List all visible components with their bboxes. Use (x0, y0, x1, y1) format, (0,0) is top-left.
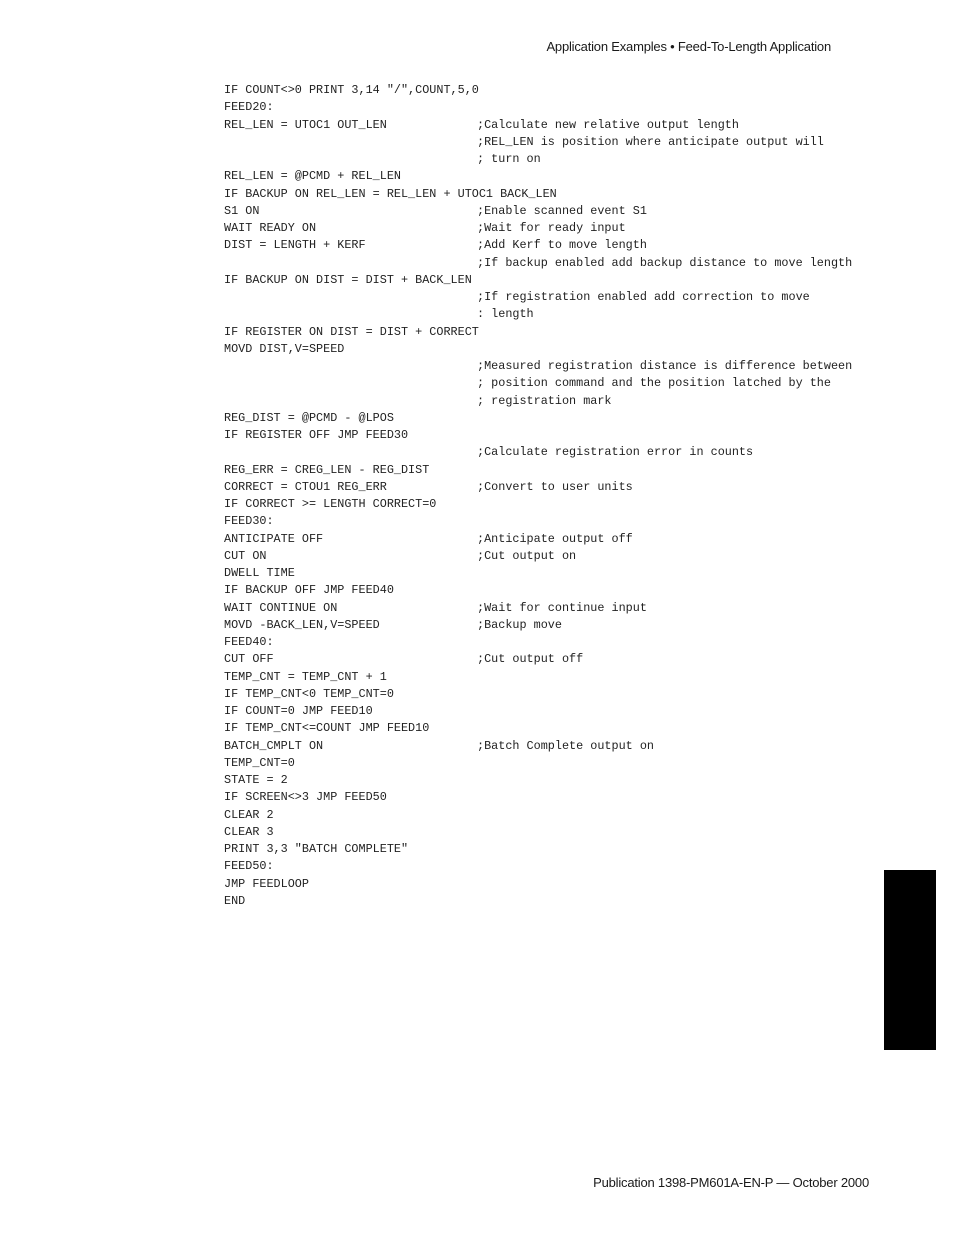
code-statement: TEMP_CNT=0 (224, 755, 295, 770)
code-comment: ;Enable scanned event S1 (477, 203, 647, 218)
running-head: Application Examples • Feed-To-Length Application (546, 39, 831, 54)
code-comment: ;Add Kerf to move length (477, 238, 647, 253)
code-comment: ;Calculate new relative output length (477, 117, 739, 132)
code-statement: IF BACKUP ON DIST = DIST + BACK_LEN (224, 272, 472, 287)
code-comment: ;Measured registration distance is difference between (477, 359, 853, 373)
code-statement: MOVD -BACK_LEN,V=SPEED (224, 617, 380, 632)
code-statement: STATE = 2 (224, 773, 288, 787)
code-statement: IF BACKUP ON REL_LEN = REL_LEN + UTOC1 BACK_LEN (224, 186, 557, 201)
chapter-edge-tab (884, 870, 936, 1050)
code-statement: IF TEMP_CNT<0 TEMP_CNT=0 (224, 686, 394, 701)
code-statement: CLEAR 3 (224, 824, 274, 839)
code-statement: IF TEMP_CNT<=COUNT JMP FEED10 (224, 721, 430, 736)
code-comment: ; registration mark (477, 393, 612, 408)
code-comment: : length (477, 307, 534, 322)
code-comment: ;Anticipate output off (477, 531, 633, 546)
code-comment: ;Wait for continue input (477, 600, 647, 615)
code-statement: DIST = LENGTH + KERF (224, 238, 366, 253)
code-statement: REG_DIST = @PCMD - @LPOS (224, 410, 394, 425)
code-comment: ; turn on (477, 152, 541, 166)
code-statement: DWELL TIME (224, 566, 295, 580)
code-statement: WAIT CONTINUE ON (224, 600, 338, 615)
code-statement: IF CORRECT >= LENGTH CORRECT=0 (224, 497, 437, 511)
code-comment: ;Cut output on (477, 548, 577, 563)
code-comment: ;If backup enabled add backup distance to move length (477, 255, 853, 270)
code-comment: ;Wait for ready input (477, 221, 626, 235)
code-statement: BATCH_CMPLT ON (224, 738, 324, 753)
code-statement: WAIT READY ON (224, 221, 317, 235)
code-statement: MOVD DIST,V=SPEED (224, 341, 345, 356)
code-statement: CUT OFF (224, 652, 274, 667)
code-comment: ;Calculate registration error in counts (477, 445, 754, 460)
code-statement: FEED20: (224, 100, 274, 115)
code-comment: ;Cut output off (477, 652, 584, 667)
code-statement: IF BACKUP OFF JMP FEED40 (224, 583, 394, 598)
code-comment: ;Backup move (477, 617, 562, 632)
code-comment: ;If registration enabled add correction to move (477, 290, 810, 304)
code-statement: END (224, 893, 246, 908)
code-statement: S1 ON (224, 203, 260, 218)
code-statement: ANTICIPATE OFF (224, 531, 324, 546)
code-statement: FEED40: (224, 635, 274, 649)
code-statement: REL_LEN = UTOC1 OUT_LEN (224, 117, 387, 132)
code-comment: ; position command and the position latched by the (477, 376, 831, 391)
code-comment: ;REL_LEN is position where anticipate output will (477, 134, 824, 149)
code-statement: JMP FEEDLOOP (224, 876, 309, 891)
code-statement: TEMP_CNT = TEMP_CNT + 1 (224, 669, 387, 684)
code-statement: REL_LEN = @PCMD + REL_LEN (224, 169, 401, 184)
code-statement: IF SCREEN<>3 JMP FEED50 (224, 790, 387, 805)
code-comment: ;Batch Complete output on (477, 738, 654, 753)
code-statement: CORRECT = CTOU1 REG_ERR (224, 479, 387, 494)
code-statement: CUT ON (224, 548, 267, 563)
code-statement: IF REGISTER OFF JMP FEED30 (224, 428, 409, 442)
code-statement: IF COUNT<>0 PRINT 3,14 "/",COUNT,5,0 (224, 83, 479, 97)
code-statement: IF REGISTER ON DIST = DIST + CORRECT (224, 324, 479, 339)
code-statement: IF COUNT=0 JMP FEED10 (224, 704, 373, 718)
code-statement: PRINT 3,3 "BATCH COMPLETE" (224, 842, 409, 856)
code-comment: ;Convert to user units (477, 479, 633, 494)
code-statement: CLEAR 2 (224, 807, 274, 822)
code-statement: FEED50: (224, 859, 274, 874)
publication-footer: Publication 1398-PM601A-EN-P — October 2000 (593, 1175, 869, 1190)
code-statement: FEED30: (224, 514, 274, 529)
code-statement: REG_ERR = CREG_LEN - REG_DIST (224, 462, 430, 477)
